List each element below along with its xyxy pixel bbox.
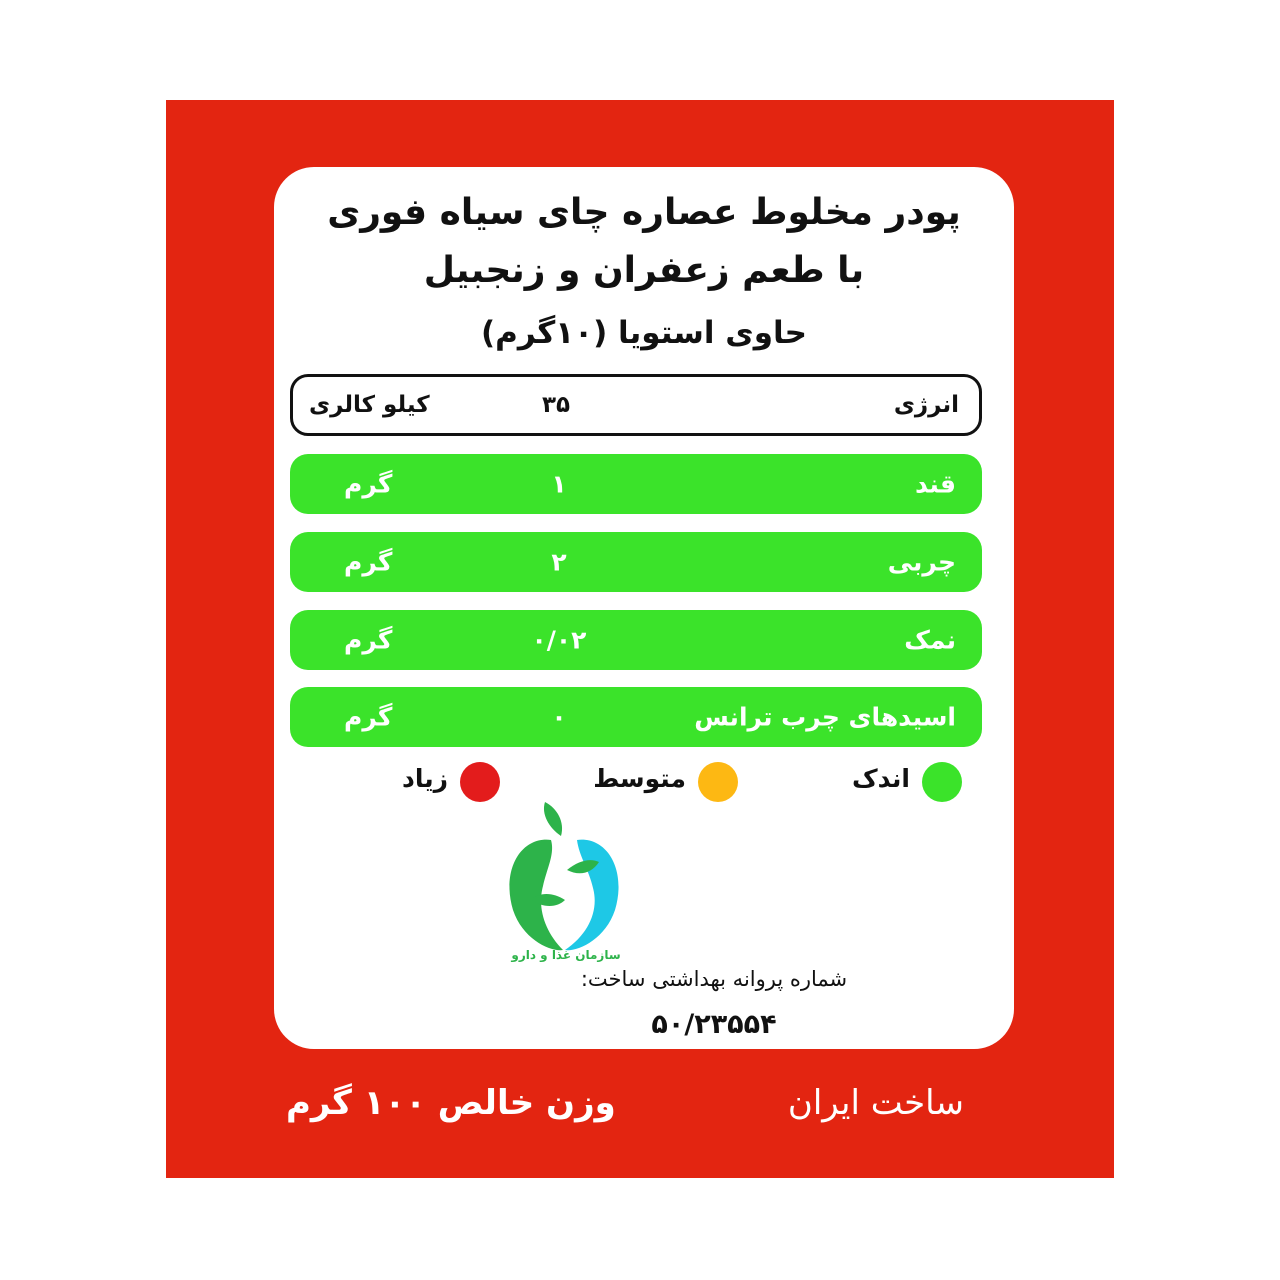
orange-dot-icon (698, 762, 738, 802)
product-subtitle: حاوی استویا (۱۰گرم) (481, 315, 807, 351)
nutrient-unit: گرم (344, 547, 393, 577)
label-card (274, 167, 1014, 1049)
legend-label: متوسط (593, 764, 686, 793)
nutrient-name: قند (914, 469, 956, 499)
nutrient-row-fat (290, 532, 982, 592)
nutrient-row-salt (290, 610, 982, 670)
nutrient-unit: گرم (344, 625, 393, 655)
net-weight: وزن خالص ۱۰۰ گرم (286, 1083, 616, 1123)
energy-value: ۳۵ (541, 392, 571, 418)
nutrient-name: اسیدهای چرب ترانس (694, 702, 956, 732)
health-permit-label: شماره پروانه بهداشتی ساخت: (580, 967, 848, 991)
logo-caption: سازمان غذا و دارو (511, 948, 621, 962)
product-title-line1: پودر مخلوط عصاره چای سیاه فوری (327, 192, 961, 233)
legend-label: اندک (852, 764, 910, 793)
health-permit-number: ۵۰/۲۳۵۵۴ (651, 1009, 777, 1040)
legend-label: زیاد (402, 764, 448, 793)
nutrient-value: ۱ (551, 469, 567, 499)
red-dot-icon (460, 762, 500, 802)
legend-low (832, 762, 962, 806)
green-dot-icon (922, 762, 962, 802)
nutrient-unit: گرم (344, 469, 393, 499)
nutrient-value: ۰ (551, 702, 567, 732)
nutrient-name: نمک (904, 625, 956, 655)
nutrient-row-trans-fat (290, 687, 982, 747)
nutrient-unit: گرم (344, 702, 393, 732)
nutrient-row-sugar (290, 454, 982, 514)
energy-row (290, 374, 982, 436)
legend-high (380, 762, 500, 806)
nutrient-value: ۰/۰۲ (531, 625, 587, 655)
nutrient-name: چربی (887, 547, 956, 577)
energy-label: انرژی (893, 392, 959, 418)
fda-logo-icon (499, 800, 629, 960)
product-title-line2: با طعم زعفران و زنجبیل (423, 250, 865, 291)
energy-unit: کیلو کالری (309, 392, 430, 418)
nutrition-label (166, 100, 1114, 1178)
made-in-iran: ساخت ایران (787, 1083, 964, 1123)
nutrient-value: ۲ (551, 547, 567, 577)
